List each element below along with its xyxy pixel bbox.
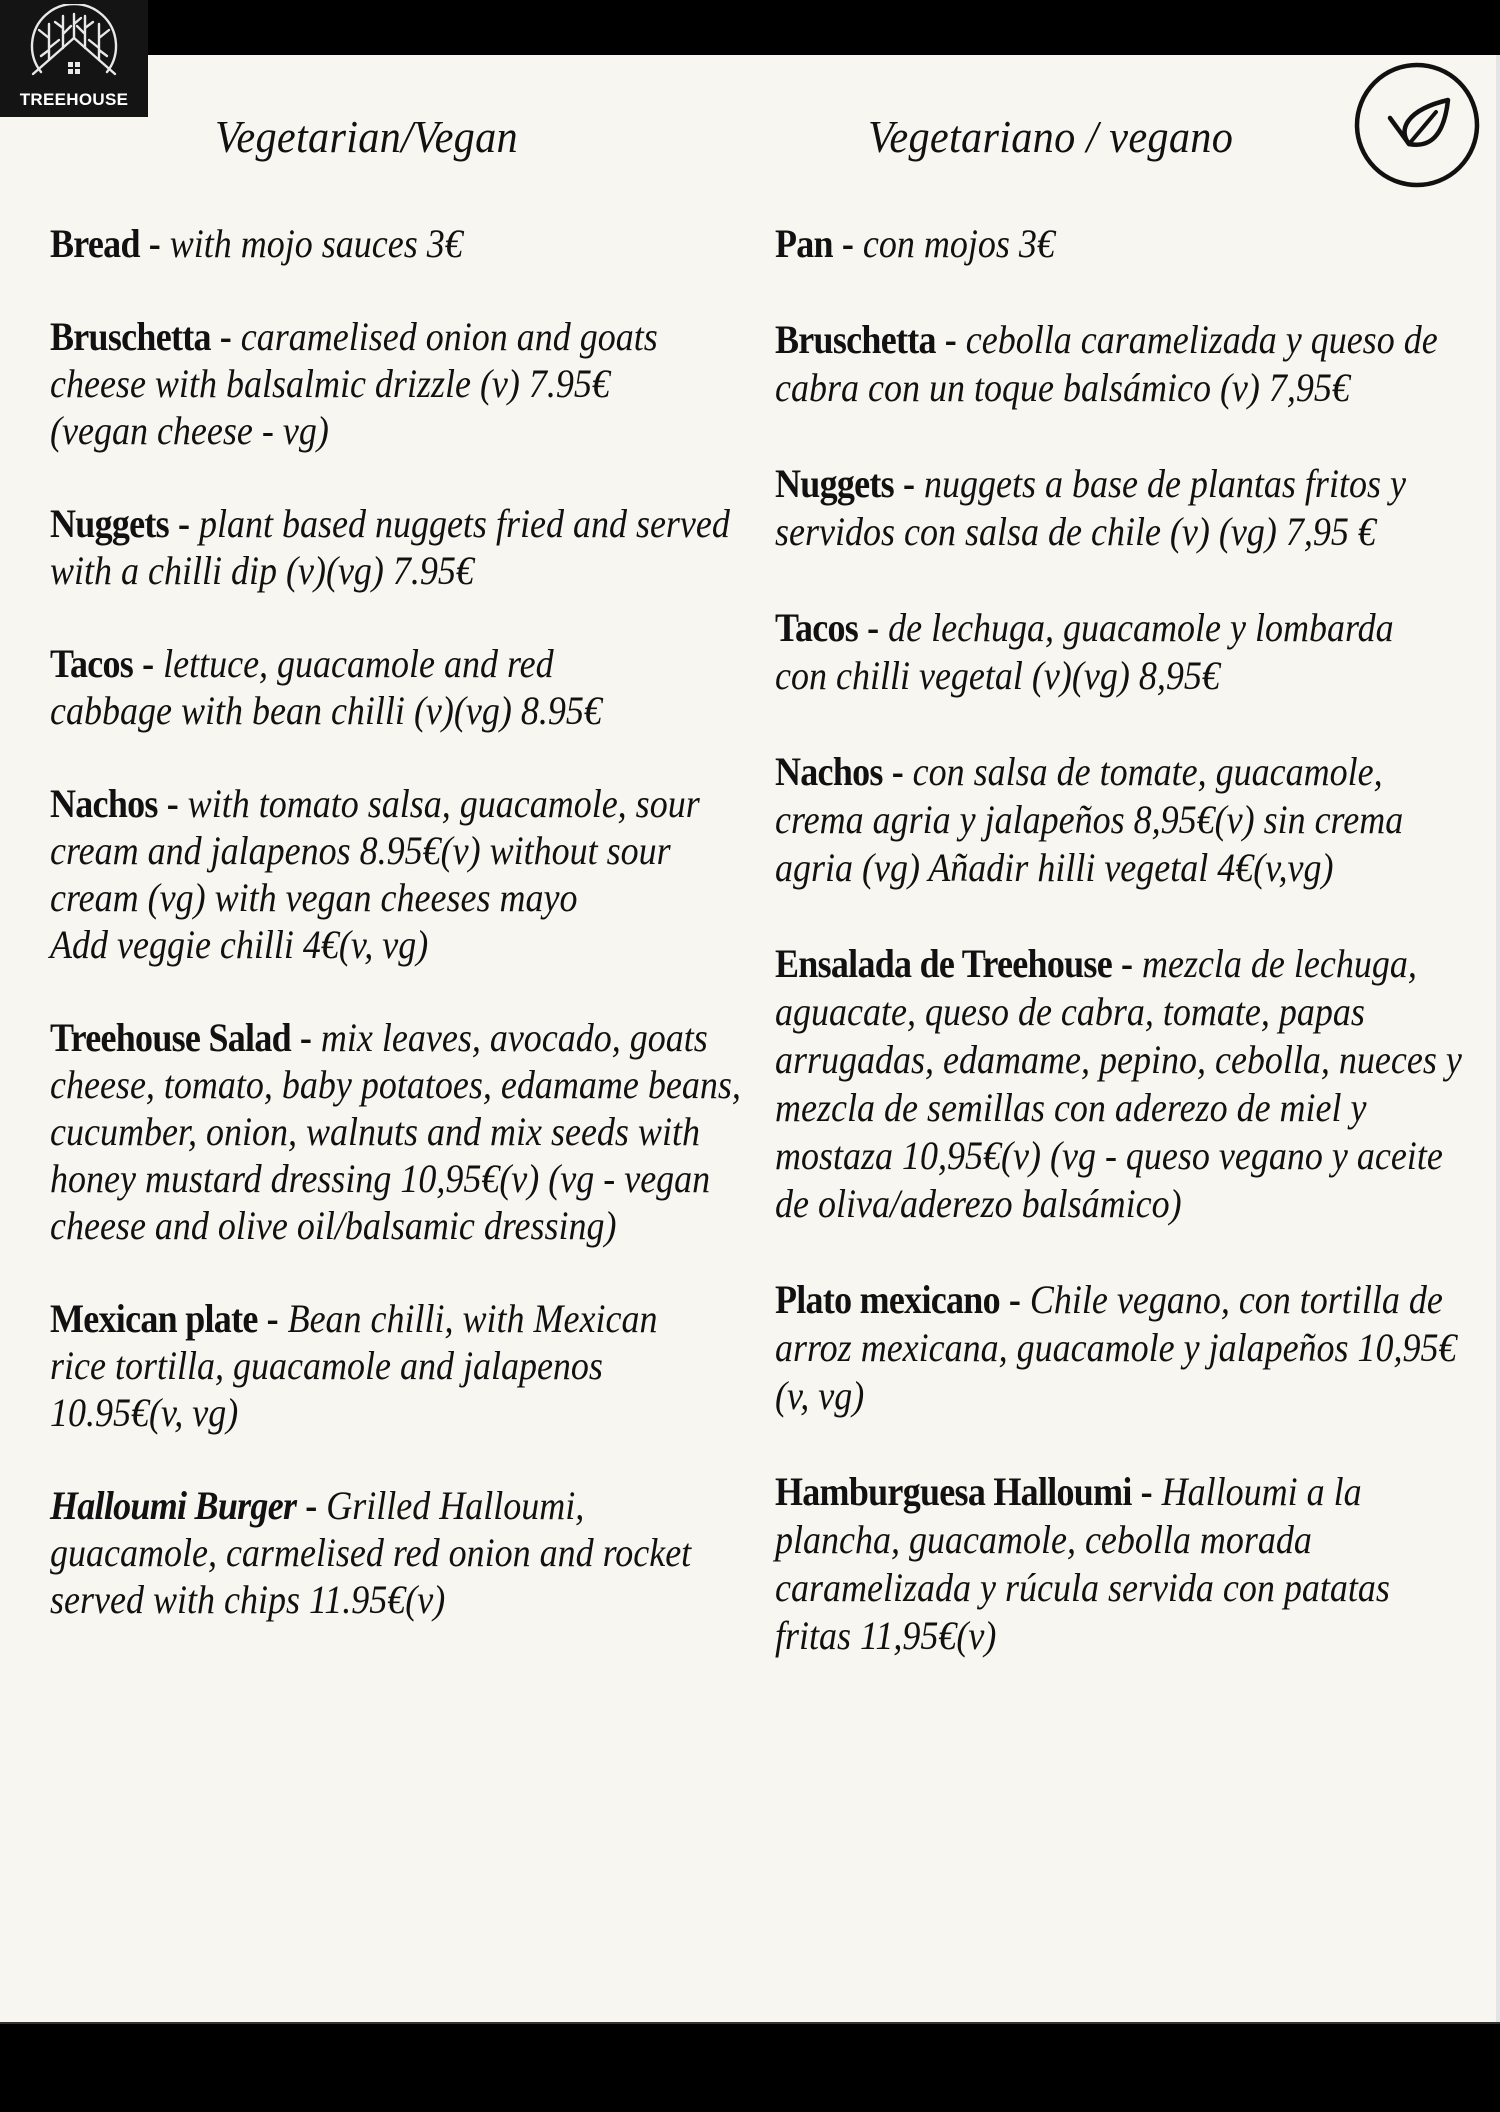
tree-house-logo-icon [19,4,129,94]
nachos-addon: Add veggie chilli 4€(v, vg) [50,922,429,967]
menu-item-nuggets-es: Nuggets - nuggets a base de plantas fritos y servidos con salsa de chile (v) (vg) 7,95 € [775,461,1406,554]
menu-item-halloumi-burger: Halloumi Burger - Grilled Halloumi, guacamole, carmelised red onion and rocket served with chips 11.95€(v) [50,1483,692,1622]
menu-item-bread: Bread - with mojo sauces 3€ [50,221,463,266]
menu-item-mexican-plate: Mexican plate - Bean chilli, with Mexican rice tortilla, guacamole and jalapenos 10.95€(v, vg) [50,1296,658,1435]
heading-spanish: Vegetariano / vegano [868,111,1234,162]
menu-item-treehouse-salad: Treehouse Salad - mix leaves, avocado, goats cheese, tomato, baby potatoes, edamame beans, cucumber, onion, walnuts and mix seeds with honey mustard dressing 10,95€(v) (vg - vegan cheese and olive oil/balsamic dressing) [50,1015,741,1248]
menu-item-tacos-es: Tacos - de lechuga, guacamole y lombarda con chilli vegetal (v)(vg) 8,95€ [775,605,1394,698]
menu-item-nachos-es: Nachos - con salsa de tomate, guacamole, crema agria y jalapeños 8,95€(v) sin crema agria (vg) Añadir hilli vegetal 4€(v,vg) [775,749,1404,890]
treehouse-logo [0,0,148,117]
menu-item-bruschetta-es: Bruschetta - cebolla caramelizada y queso de cabra con un toque balsámico (v) 7,95€ [775,317,1438,410]
heading-english: Vegetarian/Vegan [215,111,518,162]
logo-text: TREEHOUSE [19,90,129,109]
menu-column-english [50,220,740,1623]
menu-item-bruschetta: Bruschetta - caramelised onion and goats cheese with balsalmic drizzle (v) 7.95€(vegan cheese - vg) [50,314,658,453]
menu-item-nuggets: Nuggets - plant based nuggets fried and served with a chilli dip (v)(vg) 7.95€ [50,501,730,593]
menu-item-tacos: Tacos - lettuce, guacamole and red cabbage with bean chilli (v)(vg) 8.95€ [50,641,602,733]
page-edge [1496,55,1500,2022]
menu-item-plato-mexicano: Plato mexicano - Chile vegano, con tortilla de arroz mexicana, guacamole y jalapeños 10,95€(v, vg) [775,1277,1457,1418]
menu-item-ensalada-treehouse: Ensalada de Treehouse - mezcla de lechuga, aguacate, queso de cabra, tomate, papas arrugadas, edamame, pepino, cebolla, nueces y mezcla de semillas con aderezo de miel y mostaza 10,95€(v) (vg - queso vegano y aceite de oliva/aderezo balsámico) [775,941,1462,1226]
menu-item-nachos: Nachos - with tomato salsa, guacamole, sour cream and jalapenos 8.95€(v) without sour cream (vg) with vegan cheeses mayo Add veggie chilli 4€(v, vg) [50,781,700,967]
menu-item-hamburguesa-halloumi: Hamburguesa Halloumi - Halloumi a la plancha, guacamole, cebolla morada caramelizada y rúcula servida con patatas fritas 11,95€(v) [775,1469,1390,1658]
bottom-bar [0,2022,1500,2112]
top-bar [0,0,1500,55]
vegan-leaf-icon [1352,60,1482,190]
menu-item-pan: Pan - con mojos 3€ [775,221,1055,266]
menu-column-spanish [775,220,1465,1660]
